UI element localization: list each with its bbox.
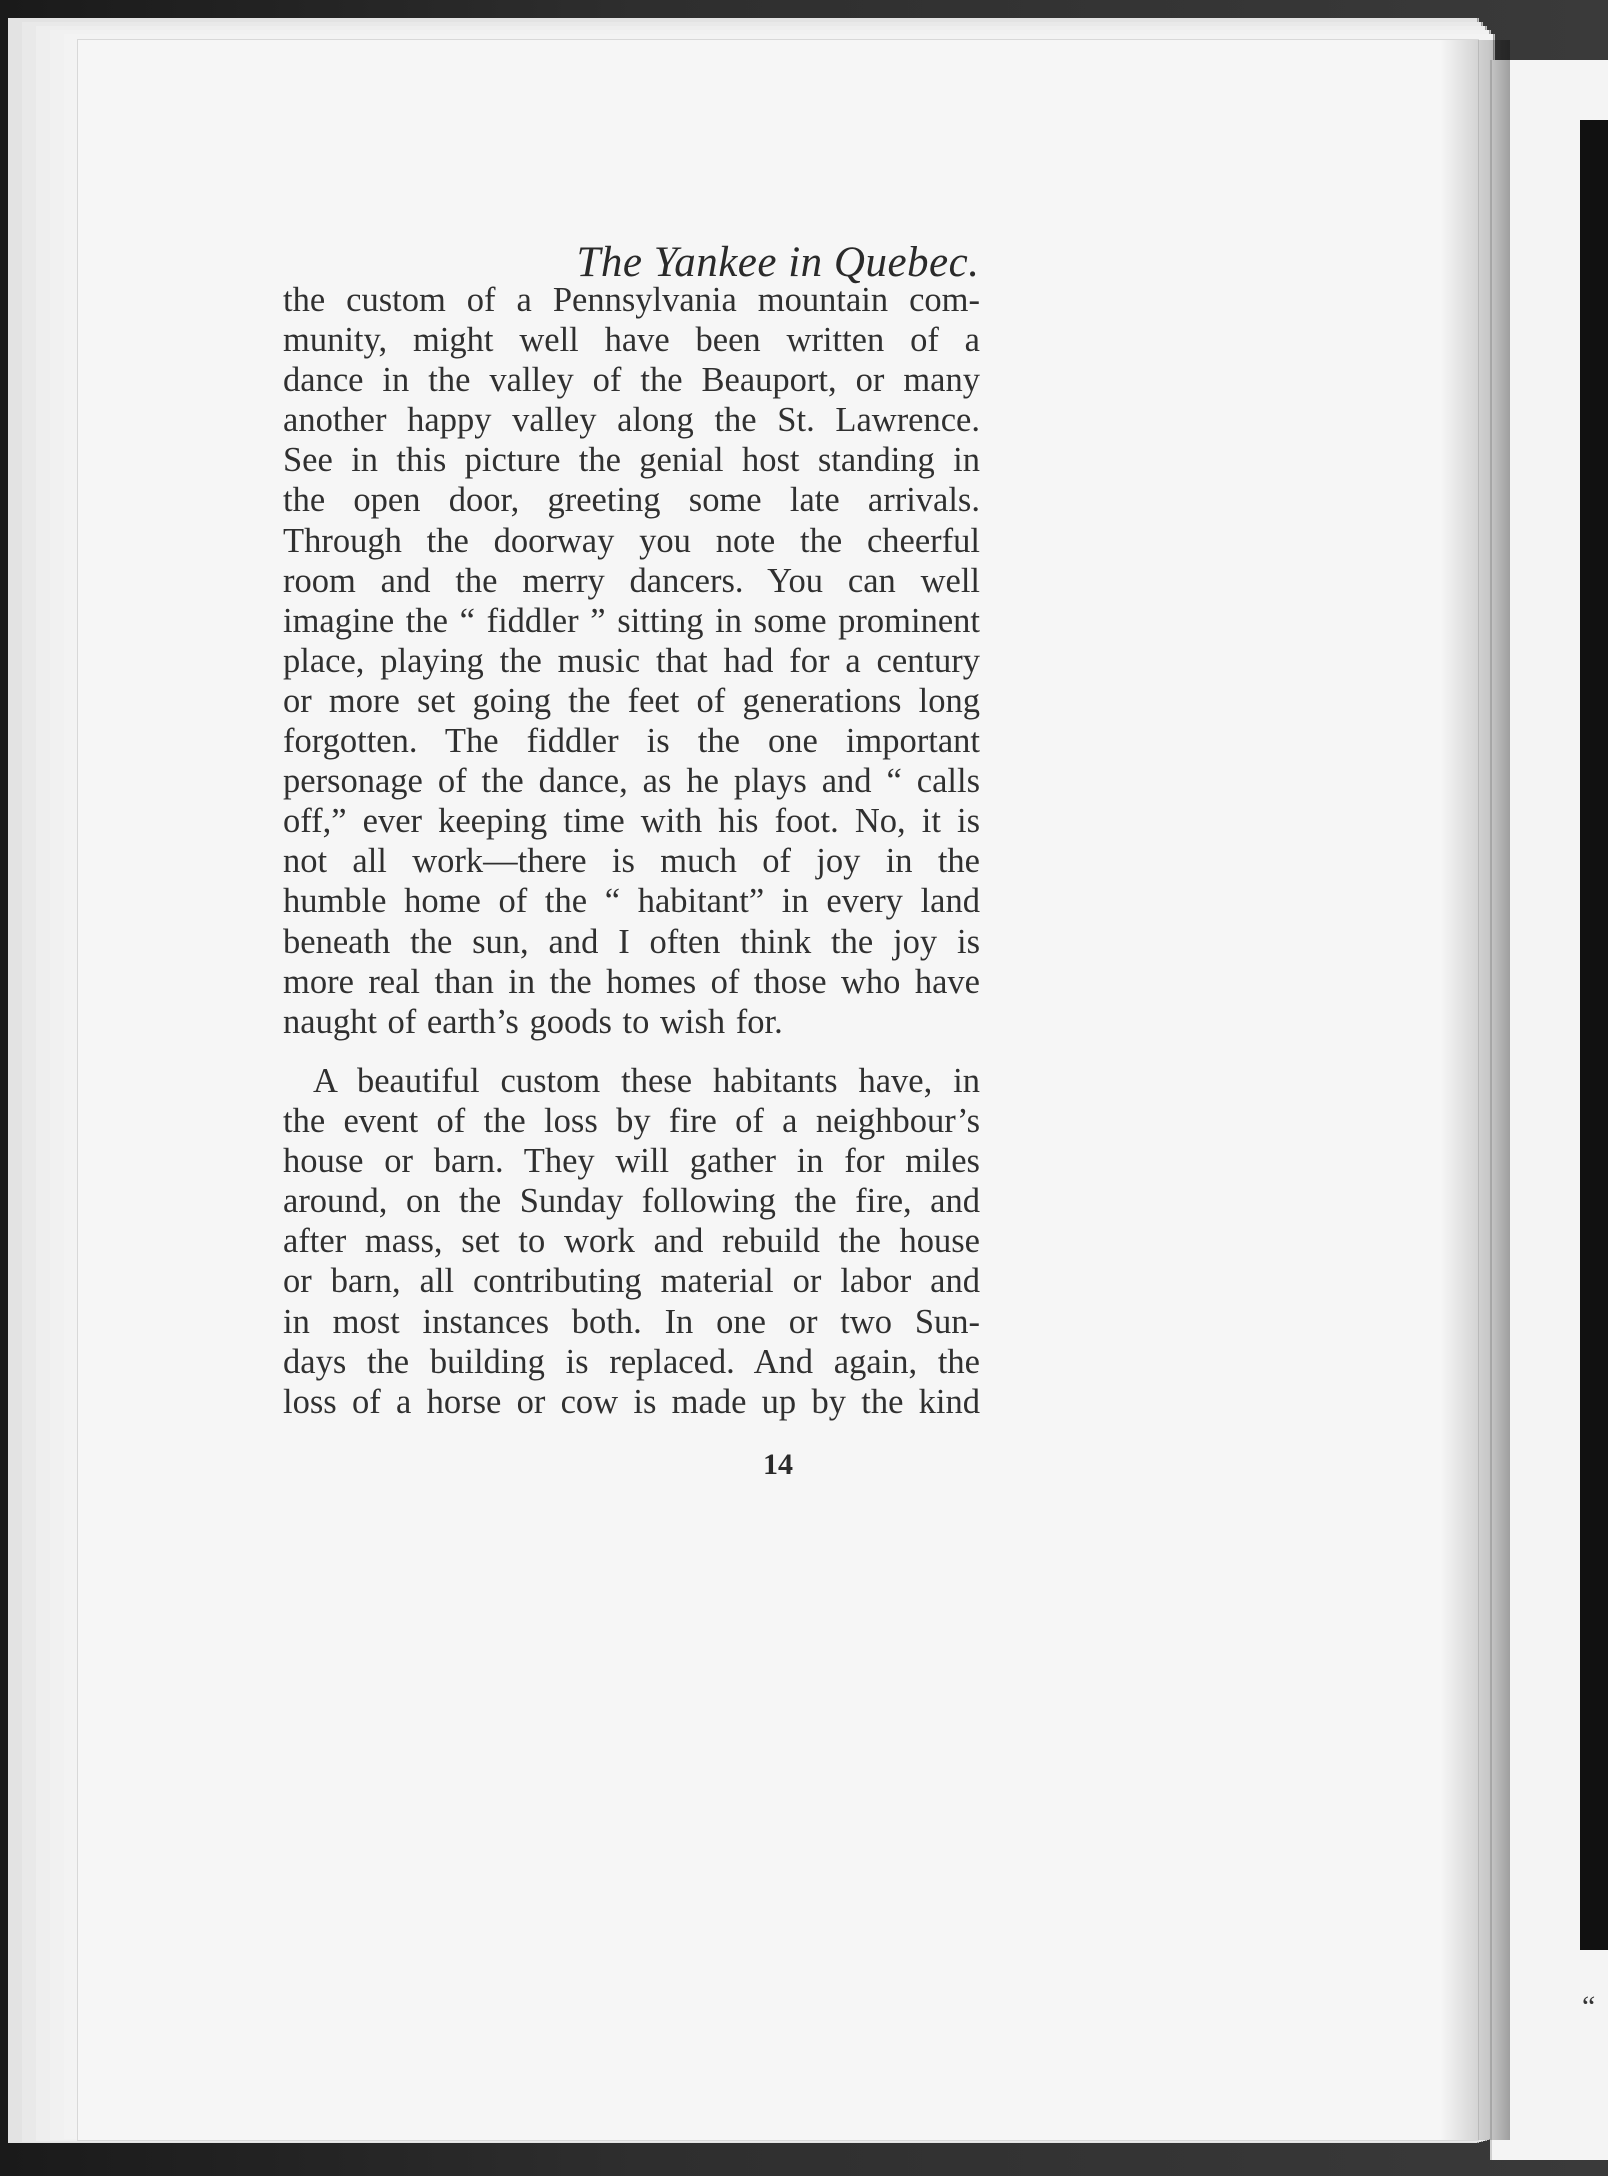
text-line: another happy valley along the St. Lawrence. xyxy=(283,401,980,440)
text-line: the open door, greeting some late arrivals. xyxy=(283,481,980,520)
spine-shadow xyxy=(1440,40,1510,2140)
paragraph xyxy=(283,1061,980,1422)
book-page xyxy=(78,40,1478,2140)
text-line: more real than in the homes of those who have xyxy=(283,962,980,1001)
text-line: the event of the loss by fire of a neighbour’s xyxy=(283,1102,980,1141)
text-line: or more set going the feet of generations long xyxy=(283,681,980,720)
text-line: days the building is replaced. And again, the xyxy=(283,1342,980,1381)
text-line: off,” ever keeping time with his foot. No, it is xyxy=(283,802,980,841)
text-line: beneath the sun, and I often think the joy is xyxy=(283,922,980,961)
text-line: place, playing the music that had for a century xyxy=(283,641,980,680)
text-line: or barn, all contributing material or labor and xyxy=(283,1262,980,1301)
running-head: The Yankee in Quebec. xyxy=(576,239,980,286)
text-line: the custom of a Pennsylvania mountain com- xyxy=(283,281,980,319)
text-line: Through the doorway you note the cheerful xyxy=(283,521,980,560)
text-line: humble home of the “ habitant” in every land xyxy=(283,882,980,921)
text-line: house or barn. They will gather in for miles xyxy=(283,1142,980,1181)
text-line: around, on the Sunday following the fire, and xyxy=(283,1182,980,1221)
paragraph xyxy=(283,280,980,1042)
text-line: loss of a horse or cow is made up by the kind xyxy=(283,1382,980,1421)
text-line: See in this picture the genial host standing in xyxy=(283,441,980,480)
text-line: munity, might well have been written of a xyxy=(283,321,980,360)
text-line: imagine the “ fiddler ” sitting in some prominent xyxy=(283,601,980,640)
text-line: room and the merry dancers. You can well xyxy=(283,561,980,600)
text-line: in most instances both. In one or two Sun- xyxy=(283,1302,980,1341)
facing-page-plate-image xyxy=(1580,120,1608,1950)
text-line: personage of the dance, as he plays and “ calls xyxy=(283,762,980,801)
page-number: 14 xyxy=(763,1448,793,1481)
text-line: naught of earth’s goods to wish for. xyxy=(283,1002,783,1041)
text-line: not all work—there is much of joy in the xyxy=(283,842,980,881)
text-line: A beautiful custom these habitants have, in xyxy=(313,1062,980,1100)
text-line: forgotten. The fiddler is the one important xyxy=(283,722,980,761)
text-line: dance in the valley of the Beauport, or many xyxy=(283,361,980,400)
text-line: after mass, set to work and rebuild the house xyxy=(283,1222,980,1261)
facing-page-caption-fragment: “ xyxy=(1582,1990,1596,2023)
